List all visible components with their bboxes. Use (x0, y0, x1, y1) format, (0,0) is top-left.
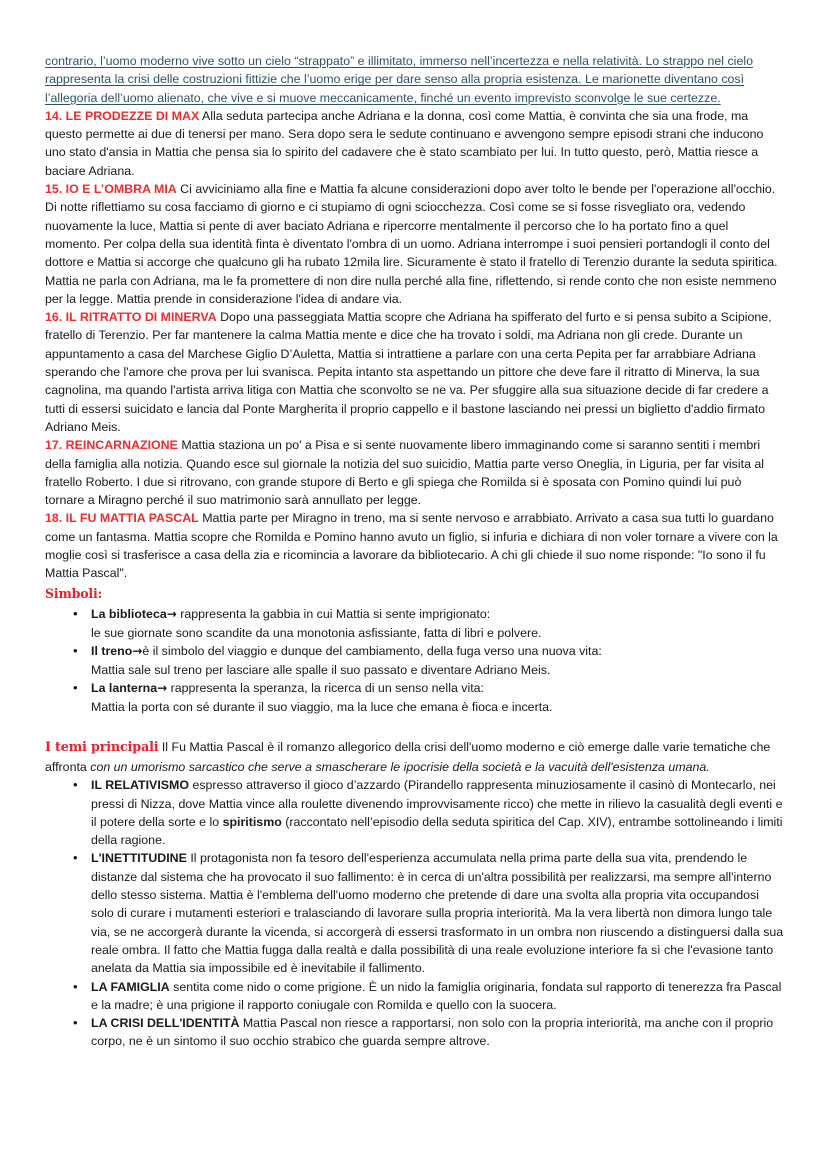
symbol-subtext: Mattia sale sul treno per lasciare alle spalle il suo passato e diventare Adriano Meis. (91, 662, 551, 677)
theme-text-part1: Il protagonista non fa tesoro dell'esperienza accumulata nella prima parte della sua vita, prendendo le distanze dal sistema che ha provocato il suo fallimento: è in cerca di un'altra possibilità per realizzarsi, ma sempre all'interno dello stesso sistema. Mattia è l'emblema dell'uomo moderno che pretende di dare una svolta alla propria vita occupandosi solo di curare i mutamenti esteriori e tralasciando di lavorare sulla propria interiorità. Ma la vera libertà non dimora lungo tale via, se ne accorgerà durante la vicenda, si accorgerà di essersi trasformato in un ombra non riuscendo a distinguersi dalla sua reale ombra. Il fatto che Mattia fugga dalla realtà e dalla possibilità di una reale evoluzione interiore fa sì che l'evasione tanto anelata da Mattia sia impossibile ed è inevitabile il fallimento. (91, 851, 784, 976)
document-body (45, 52, 798, 1051)
theme-term: L'INETTITUDINE (91, 851, 187, 866)
chapter-paragraph-17 (45, 436, 798, 509)
symbol-subtext: le sue giornate sono scandite da una monotonia asfissiante, fatta di libri e polvere. (91, 625, 542, 640)
chapter-paragraph-15 (45, 180, 798, 308)
theme-text-part1: sentita come nido o come prigione. È un nido la famiglia originaria, fondata sul rapporto di tenerezza fra Pascal e la madre; è una prigione il rapporto coniugale con Romilda e quello con la suocera. (91, 979, 782, 1012)
theme-text-part1: Mattia Pascal non riesce a rapportarsi, non solo con la propria interiorità, ma anche con il proprio corpo, ne è un sintomo il suo occhio strabico che guarda sempre altrove. (91, 1016, 774, 1049)
chapter-text-17: Mattia staziona un po' a Pisa e si sente nuovamente libero immaginando come si saranno sentiti i membri della famiglia alla notizia. Quando esce sul giornale la notizia del suo suicidio, Mattia parte verso Oneglia, in Liguria, per far visita al fratello Roberto. I due si ritrovano, con grande stupore di Berto e gli spiega che Romilda si è sposata con Pomino quindi lui può tornare a Miragno perché il suo matrimonio sarà annullato per legge. (45, 438, 765, 508)
simboli-section-heading (45, 585, 798, 604)
chapter-heading-18: 18. IL FU MATTIA PASCAL (45, 511, 199, 526)
symbol-term: Il treno (91, 644, 133, 659)
simboli-list (45, 605, 798, 716)
chapter-text-15: Ci avviciniamo alla fine e Mattia fa alcune considerazioni dopo aver tolto le bende per l'operazione all'occhio. Di notte riflettiamo su cosa facciamo di giorno e ci stupiamo di ogni sciocchezza. Così come se si fosse risvegliato ora, vedendo nuovamente la luce, Mattia si pente di aver baciato Adriana e ripercorre mentalmente il percorso che lo ha portato fino a quel momento. Per colpa della sua identità finta è diventato l'ombra di un uomo. Adriana interrompe i suoi pensieri portandogli il conto del dottore e Mattia si accorge che qualcuno gli ha rubato 12mila lire. Sicuramente è stato il fratello di Terenzio durante la seduta spiritica. Mattia ne parla con Adriana, ma le fa promettere di non dire nulla perché alla fine, riflettendo, si rende conto che non esiste nemmeno per la legge. Mattia prende in considerazione l'idea di andare via. (45, 182, 778, 306)
symbol-text: rappresenta la gabbia in cui Mattia si sente imprigionato: (176, 607, 491, 622)
list-item (45, 849, 784, 977)
chapter-paragraph-16 (45, 308, 798, 436)
temi-intro-text: Il Fu Mattia Pascal è il romanzo allegorico della crisi dell'uomo moderno e ciò emerge dalle varie tematiche che affronta (45, 740, 771, 774)
theme-text-part1: espresso attraverso il gioco d’azzardo (Pirandello rappresenta minuziosamente il casinò di Montecarlo, nei pressi di Nizza, dove Mattia vince alla roulette divenendo improvvisamente ricco) che mette in rilievo la casualità degli eventi e il potere della sorte e lo (91, 778, 783, 829)
temi-heading: I temi principali (45, 740, 159, 756)
temi-intro-italic: con un umorismo sarcastico che serve a smascherare le ipocrisie della società e la vacuità dell'esistenza umana. (90, 760, 710, 774)
list-item (45, 776, 784, 849)
symbol-text: rappresenta la speranza, la ricerca di un senso nella vita: (167, 681, 484, 696)
list-item (45, 1014, 784, 1051)
temi-intro-paragraph (45, 738, 798, 776)
simboli-heading-text: Simboli: (45, 585, 103, 601)
theme-bold-inline: spiritismo (222, 814, 282, 829)
theme-text-part2: (raccontato nell’episodio della seduta spiritica del Cap. XIV), entrambe sottolineando i limiti della ragione. (91, 814, 783, 848)
temi-list (45, 776, 798, 1050)
theme-term: IL RELATIVISMO (91, 778, 189, 793)
symbol-term: La biblioteca (91, 607, 167, 622)
chapter-heading-16: 16. IL RITRATTO DI MINERVA (45, 310, 217, 325)
chapter-paragraph-18 (45, 509, 798, 582)
chapter-text-14: Alla seduta partecipa anche Adriana e la donna, così come Mattia, è convinta che sia una frode, ma questo permette ai due di tenersi per mano. Sera dopo sera le sedute continuano e avvengono sempre episodi strani che inducono uno stato d'ansia in Mattia che pensa sia lo spirito del cadavere che è stato scambiato per lui. In tutto questo, però, Mattia riesce a baciare Adriana. (45, 108, 764, 178)
list-item (45, 642, 784, 679)
intro-paragraph: contrario, l’uomo moderno vive sotto un cielo “strappato” e illimitato, immerso nell’incertezza e nella relatività. Lo strappo nel cielo rappresenta la crisi delle costruzioni fittizie che l’uomo erige per dare senso alla propria esistenza. Le marionette diventano così l’allegoria dell’uomo alienato, che vive e si muove meccanicamente, finché un evento imprevisto sconvolge le sue certezze. (45, 54, 753, 105)
section-spacer (45, 716, 798, 738)
chapter-heading-14: 14. LE PRODEZZE DI MAX (45, 108, 200, 123)
chapter-paragraph-14 (45, 107, 798, 180)
chapter-heading-15: 15. IO E L’OMBRA MIA (45, 182, 177, 197)
symbol-text: è il simbolo del viaggio e dunque del cambiamento, della fuga verso una nuova vita: (142, 644, 602, 659)
chapter-text-18: Mattia parte per Miragno in treno, ma si sente nervoso e arrabbiato. Arrivato a casa sua tutti lo guardano come un fantasma. Mattia scopre che Romilda e Pomino hanno avuto un figlio, si infuria e dichiara di non voler tornare a vivere con la moglie così si trasferisce a casa della zia e ricomincia a lavorare da bibliotecario. A chi gli chiede il suo nome risponde: "Io sono il fu Mattia Pascal". (45, 511, 778, 581)
list-item (45, 978, 784, 1015)
theme-term: LA FAMIGLIA (91, 979, 170, 994)
chapter-heading-17: 17. REINCARNAZIONE (45, 438, 178, 453)
symbol-term: La lanterna (91, 681, 158, 696)
list-item (45, 679, 784, 716)
symbol-subtext: Mattia la porta con sé durante il suo viaggio, ma la luce che emana è fioca e incerta. (91, 699, 553, 714)
arrow-icon: → (157, 681, 168, 696)
chapter-text-16: Dopo una passeggiata Mattia scopre che Adriana ha spifferato del furto e si pensa subito a Scipione, fratello di Terenzio. Per far mantenere la calma Mattia mente e dice che ha trovato i soldi, ma Adriana non gli crede. Durante un appuntamento a casa del Marchese Giglio D’Auletta, Mattia si intrattiene a parlare con una certa Pepita per far arrabbiare Adriana sperando che l'amore che prova per lui svanisca. Pepita intanto sta aspettando un pittore che deve fare il ritratto di Minerva, la sua cagnolina, ma quando l'artista arriva litiga con Mattia che sconvolto se ne va. Per sfuggire alla sua situazione decide di far credere a tutti di essersi suicidato e lancia dal Ponte Margherita il proprio cappello e il bastone lasciando nei pressi un biglietto d'addio firmato Adriano Meis. (45, 310, 772, 434)
theme-term: LA CRISI DELL'IDENTITÀ (91, 1016, 240, 1031)
arrow-icon: → (166, 607, 177, 622)
list-item (45, 605, 784, 642)
arrow-icon: → (132, 644, 143, 659)
